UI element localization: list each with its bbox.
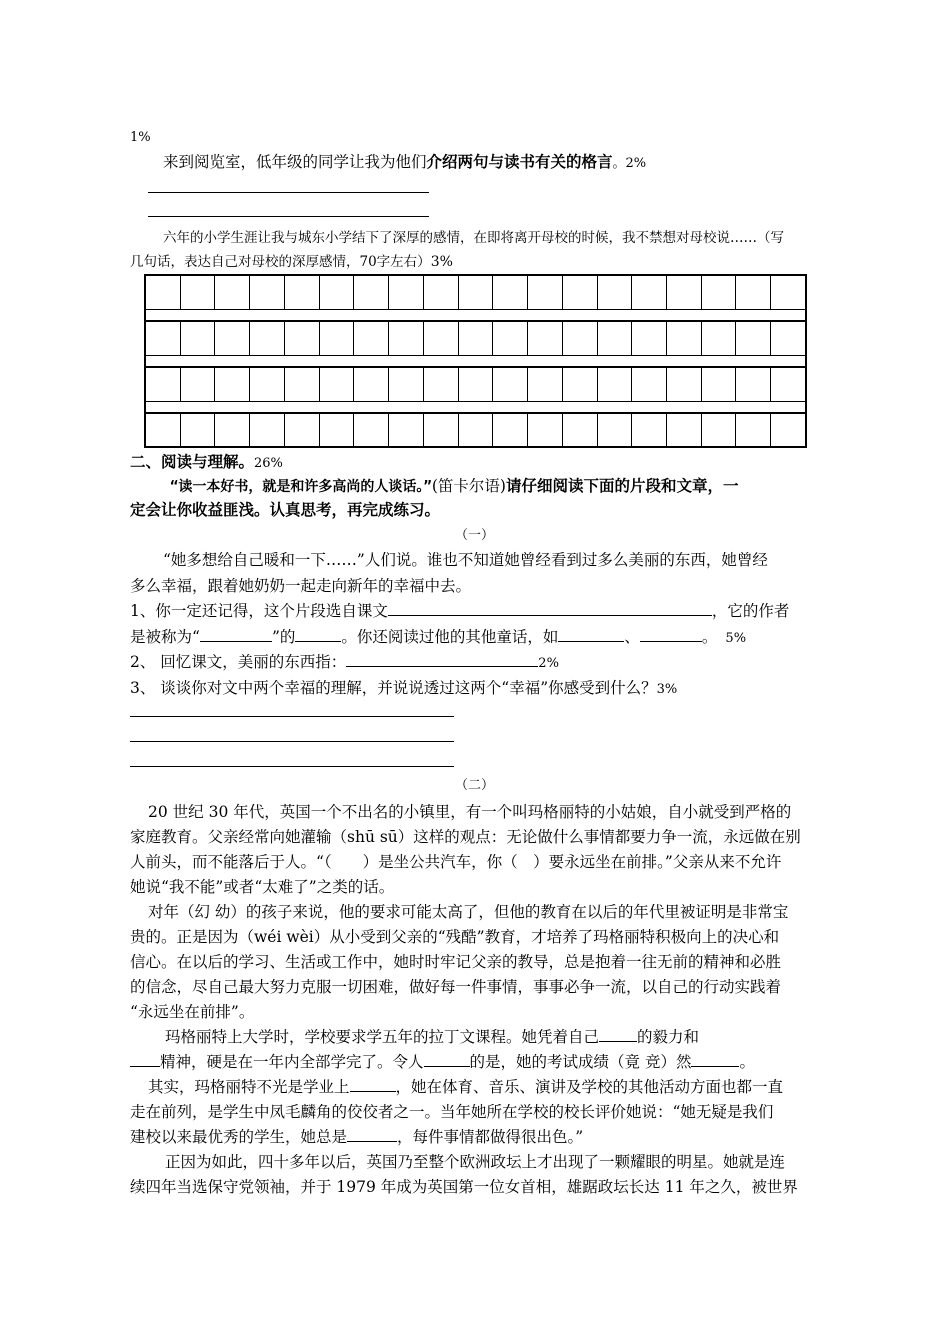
answer-line[interactable]: [148, 192, 429, 193]
article-line: 正因为如此，四十多年以后，英国乃至整个欧洲政坛上才出现了一颗耀眼的明星。她就是连: [165, 1153, 786, 1171]
grid-cell[interactable]: [771, 368, 805, 401]
article-line: 家庭教育。父亲经常向她灌输（shū sū）这样的观点：无论做什么事情都要力争一流，永远做在别: [130, 828, 801, 846]
grid-cell[interactable]: [667, 414, 702, 446]
question-1-cont: 是被称为“ ”的 。你还阅读过他的其他童话，如 、 。 5%: [130, 628, 747, 646]
blank-beautiful-things[interactable]: [346, 652, 538, 667]
grid-cell[interactable]: [563, 368, 598, 401]
grid-cell[interactable]: [146, 368, 181, 401]
grid-cell[interactable]: [667, 322, 702, 355]
grid-cell[interactable]: [285, 414, 320, 446]
grid-cell[interactable]: [215, 414, 250, 446]
grid-cell[interactable]: [459, 368, 494, 401]
grid-cell[interactable]: [320, 276, 355, 309]
blank[interactable]: [130, 1052, 160, 1067]
grid-cell[interactable]: [389, 414, 424, 446]
grid-cell[interactable]: [181, 276, 216, 309]
grid-cell[interactable]: [285, 322, 320, 355]
question-farewell: 六年的小学生涯让我与城东小学结下了深厚的感情，在即将离开母校的时候，我不禁想对母校说……（写: [163, 230, 784, 246]
grid-cell[interactable]: [424, 368, 459, 401]
grid-cell[interactable]: [181, 414, 216, 446]
article-line: 精神，硬是在一年内全部学完了。令人 的是，她的考试成绩（竟 竞）然 。: [130, 1052, 755, 1072]
grid-cell[interactable]: [181, 322, 216, 355]
grid-cell[interactable]: [459, 322, 494, 355]
answer-line[interactable]: [130, 741, 454, 742]
passage-1-line-2: 多么幸福，跟着她奶奶一起走向新年的幸福中去。: [130, 577, 472, 595]
grid-cell[interactable]: [563, 276, 598, 309]
grid-row-gap: [144, 310, 807, 320]
grid-cell[interactable]: [424, 414, 459, 446]
grid-cell[interactable]: [146, 276, 181, 309]
answer-line[interactable]: [148, 216, 429, 217]
grid-cell[interactable]: [702, 322, 737, 355]
grid-cell[interactable]: [354, 368, 389, 401]
grid-cell[interactable]: [250, 276, 285, 309]
grid-cell[interactable]: [459, 276, 494, 309]
article-line: 对年（幻 幼）的孩子来说，他的要求可能太高了，但他的教育在以后的年代里被证明是非常宝: [148, 903, 789, 921]
grid-cell[interactable]: [528, 368, 563, 401]
grid-cell[interactable]: [632, 276, 667, 309]
grid-cell[interactable]: [702, 276, 737, 309]
grid-cell[interactable]: [667, 276, 702, 309]
grid-cell[interactable]: [598, 322, 633, 355]
grid-cell[interactable]: [354, 276, 389, 309]
grid-cell[interactable]: [563, 322, 598, 355]
blank[interactable]: [691, 1052, 739, 1067]
grid-cell[interactable]: [320, 414, 355, 446]
question-1: 1、你一定还记得，这个片段选自课文 ，它的作者: [130, 602, 790, 620]
answer-line[interactable]: [130, 716, 454, 717]
grid-cell[interactable]: [771, 276, 805, 309]
grid-cell[interactable]: [493, 414, 528, 446]
article-line: “永远坐在前排”。: [130, 1003, 255, 1021]
section-2-title: 二、阅读与理解。26%: [130, 452, 283, 471]
grid-cell[interactable]: [320, 322, 355, 355]
grid-cell[interactable]: [320, 368, 355, 401]
grid-cell[interactable]: [702, 368, 737, 401]
article-line: 她说“我不能”或者“太难了”之类的话。: [130, 878, 395, 896]
grid-row: [144, 274, 807, 310]
grid-row-gap: [144, 356, 807, 366]
question-2: 2、 回忆课文，美丽的东西指： 2%: [130, 653, 559, 671]
grid-cell[interactable]: [424, 276, 459, 309]
passage-1-line-1: “她多想给自己暖和一下……”人们说。谁也不知道她曾经看到过多么美丽的东西，她曾经: [163, 551, 768, 569]
grid-cell[interactable]: [667, 368, 702, 401]
grid-cell[interactable]: [493, 276, 528, 309]
article-line: 其实，玛格丽特不光是学业上 ，她在体育、音乐、演讲及学校的其他活动方面也都一直: [148, 1078, 784, 1096]
answer-line[interactable]: [130, 766, 454, 767]
grid-row: [144, 366, 807, 402]
grid-cell[interactable]: [528, 276, 563, 309]
article-line: 玛格丽特上大学时，学校要求学五年的拉丁文课程。她凭着自己 的毅力和: [165, 1028, 700, 1046]
grid-cell[interactable]: [632, 368, 667, 401]
grid-cell[interactable]: [389, 322, 424, 355]
grid-cell[interactable]: [285, 368, 320, 401]
blank-author[interactable]: [295, 627, 341, 642]
grid-cell[interactable]: [285, 276, 320, 309]
grid-cell[interactable]: [146, 414, 181, 446]
grid-cell[interactable]: [528, 322, 563, 355]
question-farewell-cont: 几句话，表达自己对母校的深厚感情，70字左右）3%: [130, 254, 453, 270]
grid-cell[interactable]: [632, 322, 667, 355]
grid-row: [144, 412, 807, 448]
part-1-label: （一）: [455, 528, 495, 543]
grid-cell[interactable]: [424, 322, 459, 355]
question-motto: 来到阅览室，低年级的同学让我为他们介绍两句与读书有关的格言。2%: [163, 152, 647, 171]
grid-cell[interactable]: [354, 322, 389, 355]
article-line: 人前头，而不能落后于人。“（ ）是坐公共汽车，你（ ）要永远坐在前排。”父亲从来不允许: [130, 853, 782, 871]
grid-cell[interactable]: [215, 276, 250, 309]
grid-cell[interactable]: [215, 322, 250, 355]
grid-cell[interactable]: [598, 276, 633, 309]
grid-cell[interactable]: [459, 414, 494, 446]
article-line: 建校以来最优秀的学生，她总是 ，每件事情都做得很出色。”: [130, 1128, 584, 1146]
grid-cell[interactable]: [493, 322, 528, 355]
reading-intro: “读一本好书，就是和许多高尚的人谈话。”(笛卡尔语)请仔细阅读下面的片段和文章，一: [170, 476, 739, 495]
grid-cell[interactable]: [736, 276, 771, 309]
grid-cell[interactable]: [598, 414, 633, 446]
question-3: 3、 谈谈你对文中两个幸福的理解，并说说透过这两个“幸福”你感受到什么？3%: [130, 679, 678, 697]
grid-cell[interactable]: [493, 368, 528, 401]
grid-cell[interactable]: [528, 414, 563, 446]
reading-intro-cont: 定会让你收益匪浅。认真思考，再完成练习。: [130, 500, 441, 519]
article-line: 贵的。正是因为（wéi wèi）从小受到父亲的“残酷”教育，才培养了玛格丽特积极向上的决心和: [130, 928, 780, 946]
grid-row: [144, 320, 807, 356]
grid-cell[interactable]: [563, 414, 598, 446]
grid-cell[interactable]: [146, 322, 181, 355]
grid-cell[interactable]: [215, 368, 250, 401]
grid-cell[interactable]: [736, 414, 771, 446]
blank[interactable]: [350, 1077, 396, 1092]
grid-cell[interactable]: [736, 322, 771, 355]
blank-nickname[interactable]: [200, 627, 272, 642]
score-1: 1%: [130, 130, 151, 145]
grid-row-gap: [144, 402, 807, 412]
blank[interactable]: [347, 1127, 397, 1142]
article-line: 信心。在以后的学习、生活或工作中，她时时牢记父亲的教导，总是抱着一往无前的精神和必胜: [130, 953, 782, 971]
grid-cell[interactable]: [181, 368, 216, 401]
article-line: 走在前列，是学生中凤毛麟角的佼佼者之一。当年她所在学校的校长评价她说：“她无疑是我们: [130, 1103, 774, 1121]
grid-cell[interactable]: [771, 414, 805, 446]
blank[interactable]: [599, 1027, 637, 1042]
part-2-label: （二）: [455, 778, 495, 793]
grid-cell[interactable]: [389, 368, 424, 401]
grid-cell[interactable]: [632, 414, 667, 446]
blank[interactable]: [424, 1052, 470, 1067]
blank-tale-1[interactable]: [558, 627, 624, 642]
grid-cell[interactable]: [250, 414, 285, 446]
grid-cell[interactable]: [702, 414, 737, 446]
grid-cell[interactable]: [250, 322, 285, 355]
grid-cell[interactable]: [598, 368, 633, 401]
grid-cell[interactable]: [354, 414, 389, 446]
grid-cell[interactable]: [250, 368, 285, 401]
writing-grid[interactable]: [144, 274, 807, 448]
article-line: 20 世纪 30 年代，英国一个不出名的小镇里，有一个叫玛格丽特的小姑娘，自小就受到严格的: [148, 803, 792, 821]
blank-tale-2[interactable]: [640, 627, 702, 642]
article-line: 的信念，尽自己最大努力克服一切困难，做好每一件事情，事事必争一流，以自己的行动实践着: [130, 978, 782, 996]
article-line: 续四年当选保守党领袖，并于 1979 年成为英国第一位女首相，雄踞政坛长达 11 年之久，被世界: [130, 1178, 798, 1196]
grid-cell[interactable]: [389, 276, 424, 309]
blank-title[interactable]: [388, 601, 712, 616]
grid-cell[interactable]: [771, 322, 805, 355]
grid-cell[interactable]: [736, 368, 771, 401]
